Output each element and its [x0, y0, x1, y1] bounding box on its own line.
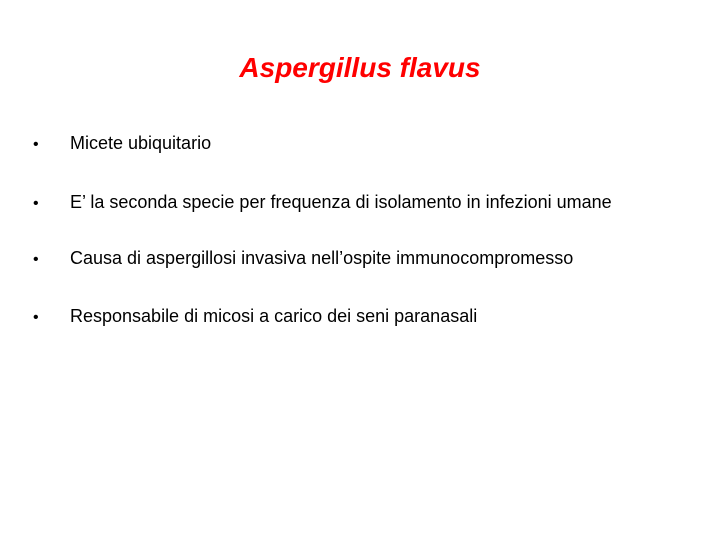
- bullet-icon: •: [33, 136, 39, 153]
- bullet-item: [33, 130, 211, 156]
- bullet-icon: •: [33, 195, 39, 212]
- bullet-text: E’ la seconda specie per frequenza di isolamento in infezioni umane: [70, 192, 612, 212]
- bullet-item: [33, 303, 477, 329]
- bullet-text: Micete ubiquitario: [70, 133, 212, 153]
- bullet-item: [33, 189, 612, 215]
- bullet-text: Causa di aspergillosi invasiva nell’ospite immunocompromesso: [70, 248, 574, 268]
- bullet-icon: •: [33, 309, 39, 326]
- bullet-item: [33, 245, 573, 271]
- slide-title: Aspergillus flavus: [239, 52, 481, 83]
- bullet-text: Responsabile di micosi a carico dei seni paranasali: [70, 306, 478, 326]
- bullet-icon: •: [33, 251, 39, 268]
